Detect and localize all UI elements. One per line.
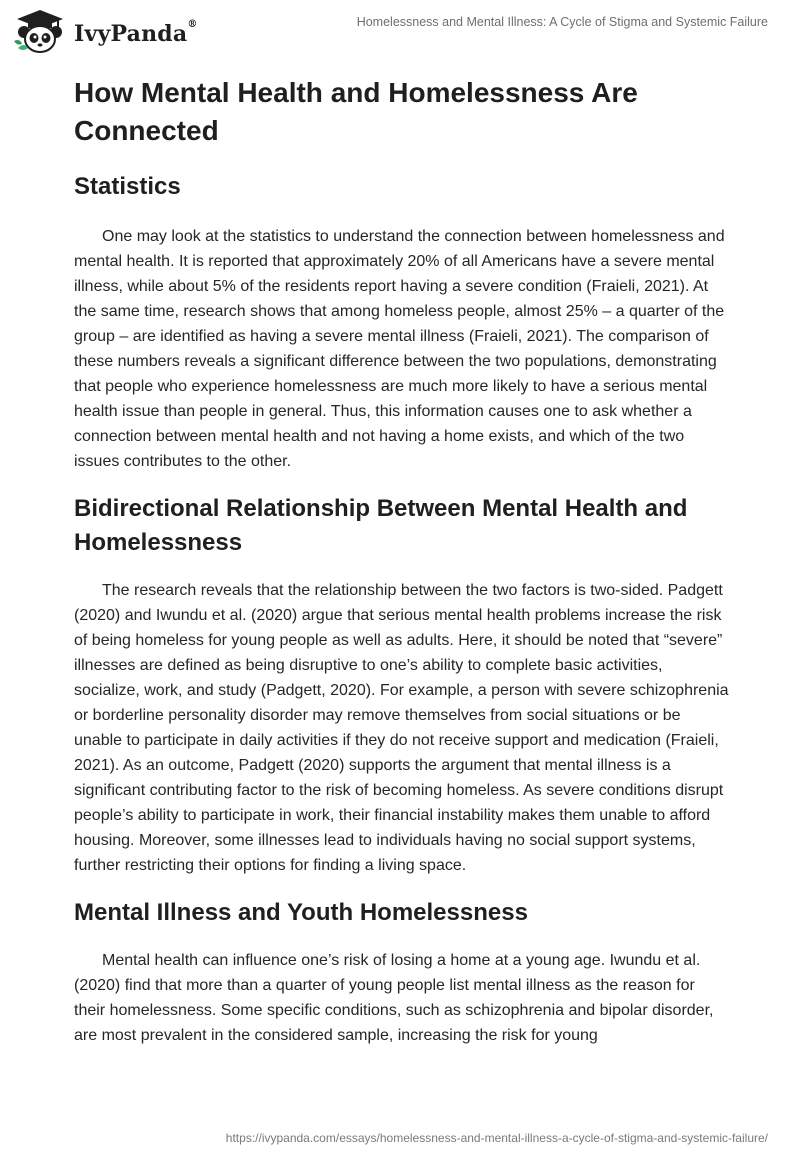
section-paragraph-bidirectional: The research reveals that the relationship between the two factors is two-sided. Padgett (2020) and Iwundu et al. (2020) argue that serious mental health problems increase the risk of being homeless for young people as well as adults. Here, it should be noted that “severe” illnesses are defined as being disruptive to one’s ability to complete basic activities, socialize, work, and study (Padgett, 2020). For example, a person with severe schizophrenia or borderline personality disorder may remove themselves from social situations or be unable to participate in daily activities if they do not receive support and medication (Fraieli, 2021). As an outcome, Padgett (2020) supports the argument that mental illness is a significant contributing factor to the risk of becoming homeless. As severe conditions disrupt people’s ability to participate in work, their financial instability makes them unable to afford housing. Moreover, some illnesses lead to individuals having no social support systems, further restricting their options for finding a living space. <box>74 582 729 874</box>
article-title: How Mental Health and Homelessness Are Connected <box>74 77 638 146</box>
essay-title-header: Homelessness and Mental Illness: A Cycle of Stigma and Systemic Failure <box>356 15 768 29</box>
ivypanda-logo[interactable] <box>14 8 214 54</box>
section-paragraph-statistics: One may look at the statistics to understand the connection between homelessness and mental health. It is reported that approximately 20% of all Americans have a severe mental illness, while about 5% of the residents report having a severe condition (Fraieli, 2021). At the same time, research shows that among homeless people, almost 25% – a quarter of the group – are identified as having a severe mental illness (Fraieli, 2021). The comparison of these numbers reveals a significant difference between the two populations, demonstrating that people who experience homelessness are much more likely to have a serious mental health issue than people in general. Thus, this information causes one to ask whether a connection between mental health and not having a home exists, and which of the two issues contributes to the other. <box>74 228 725 470</box>
section-heading-bidirectional: Bidirectional Relationship Between Mental Health and Homelessness <box>74 495 688 556</box>
section-heading-statistics: Statistics <box>74 173 181 200</box>
brand-name: IvyPanda® <box>74 19 198 47</box>
footer-url[interactable]: https://ivypanda.com/essays/homelessness-and-mental-illness-a-cycle-of-stigma-and-systemic-failure/ <box>225 1131 768 1145</box>
page-header <box>0 0 800 60</box>
article-content <box>74 74 730 1048</box>
section-paragraph-youth: Mental health can influence one’s risk of losing a home at a young age. Iwundu et al. (2020) find that more than a quarter of young people list mental illness as the reason for their homelessness. Some specific conditions, such as schizophrenia and bipolar disorder, are most prevalent in the considered sample, increasing the risk for young <box>74 952 714 1044</box>
panda-graduate-icon <box>14 8 66 54</box>
section-heading-youth: Mental Illness and Youth Homelessness <box>74 899 528 926</box>
